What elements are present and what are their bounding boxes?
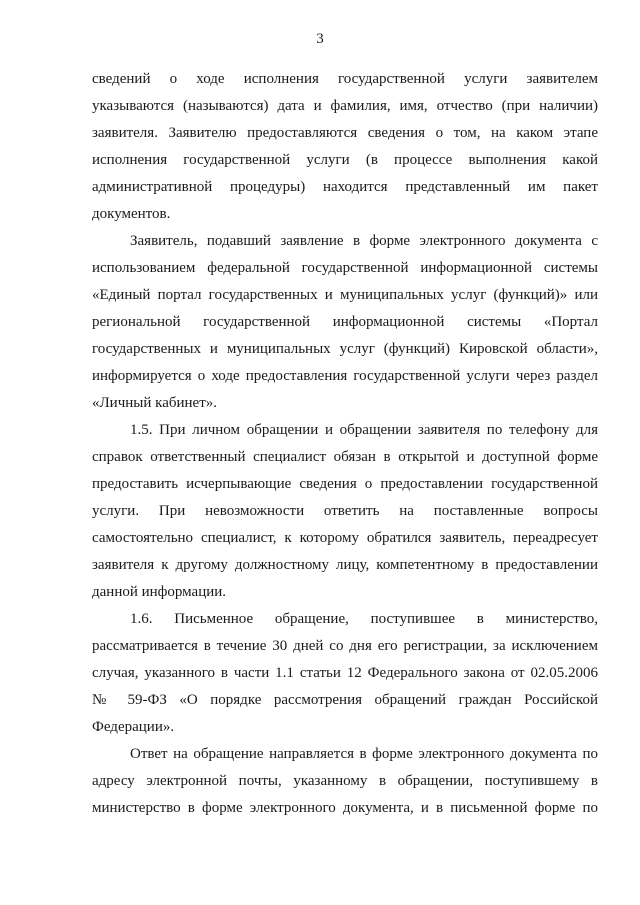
paragraph-4-line: рассматривается в течение 30 дней со дня его регистрации, за исключением [92, 638, 598, 654]
paragraph-2-line: региональной государственной информационной системы «Портал [92, 314, 598, 330]
paragraph-2-line: «Единый портал государственных и муниципальных услуг (функций)» или [92, 287, 598, 303]
paragraph-3-line: самостоятельно специалист, к которому обратился заявитель, переадресует [92, 530, 598, 546]
paragraph-2-line: Заявитель, подавший заявление в форме электронного документа с [130, 233, 598, 249]
paragraph-3-line: услуги. При невозможности ответить на поставленные вопросы [92, 503, 598, 519]
paragraph-4-line: 1.6. Письменное обращение, поступившее в министерство, [130, 611, 598, 627]
paragraph-2-line: использованием федеральной государственной информационной системы [92, 260, 598, 276]
paragraph-1-line: документов. [92, 206, 171, 222]
paragraph-5-line: Ответ на обращение направляется в форме электронного документа по [130, 746, 598, 762]
paragraph-2-line: информируется о ходе предоставления государственной услуги через раздел [92, 368, 598, 384]
paragraph-3-line: 1.5. При личном обращении и обращении заявителя по телефону для [130, 422, 598, 438]
paragraph-4-line: случая, указанного в части 1.1 статьи 12 Федерального закона от 02.05.2006 [92, 665, 598, 681]
paragraph-5-line: министерство в форме электронного документа, и в письменной форме по [92, 800, 598, 816]
paragraph-1-line: сведений о ходе исполнения государственной услуги заявителем [92, 71, 598, 87]
paragraph-4-line: № 59-ФЗ «О порядке рассмотрения обращений граждан Российской [92, 692, 598, 708]
paragraph-2-line: «Личный кабинет». [92, 395, 217, 411]
paragraph-1-line: заявителя. Заявителю предоставляются сведения о том, на каком этапе [92, 125, 598, 141]
paragraph-3-line: заявителя к другому должностному лицу, компетентному в предоставлении [92, 557, 598, 573]
page-number: 3 [316, 31, 324, 47]
paragraph-4-line: Федерации». [92, 719, 175, 735]
paragraph-1-line: административной процедуры) находится представленный им пакет [92, 179, 598, 195]
paragraph-3-line: предоставить исчерпывающие сведения о предоставлении государственной [92, 476, 598, 492]
paragraph-5-line: адресу электронной почты, указанному в обращении, поступившему в [92, 773, 598, 789]
paragraph-1-line: указываются (называются) дата и фамилия, имя, отчество (при наличии) [92, 98, 598, 114]
paragraph-2-line: государственных и муниципальных услуг (функций) Кировской области», [92, 341, 598, 357]
paragraph-1-line: исполнения государственной услуги (в процессе выполнения какой [92, 152, 598, 168]
paragraph-3-line: справок ответственный специалист обязан в открытой и доступной форме [92, 449, 598, 465]
paragraph-3-line: данной информации. [92, 584, 227, 600]
